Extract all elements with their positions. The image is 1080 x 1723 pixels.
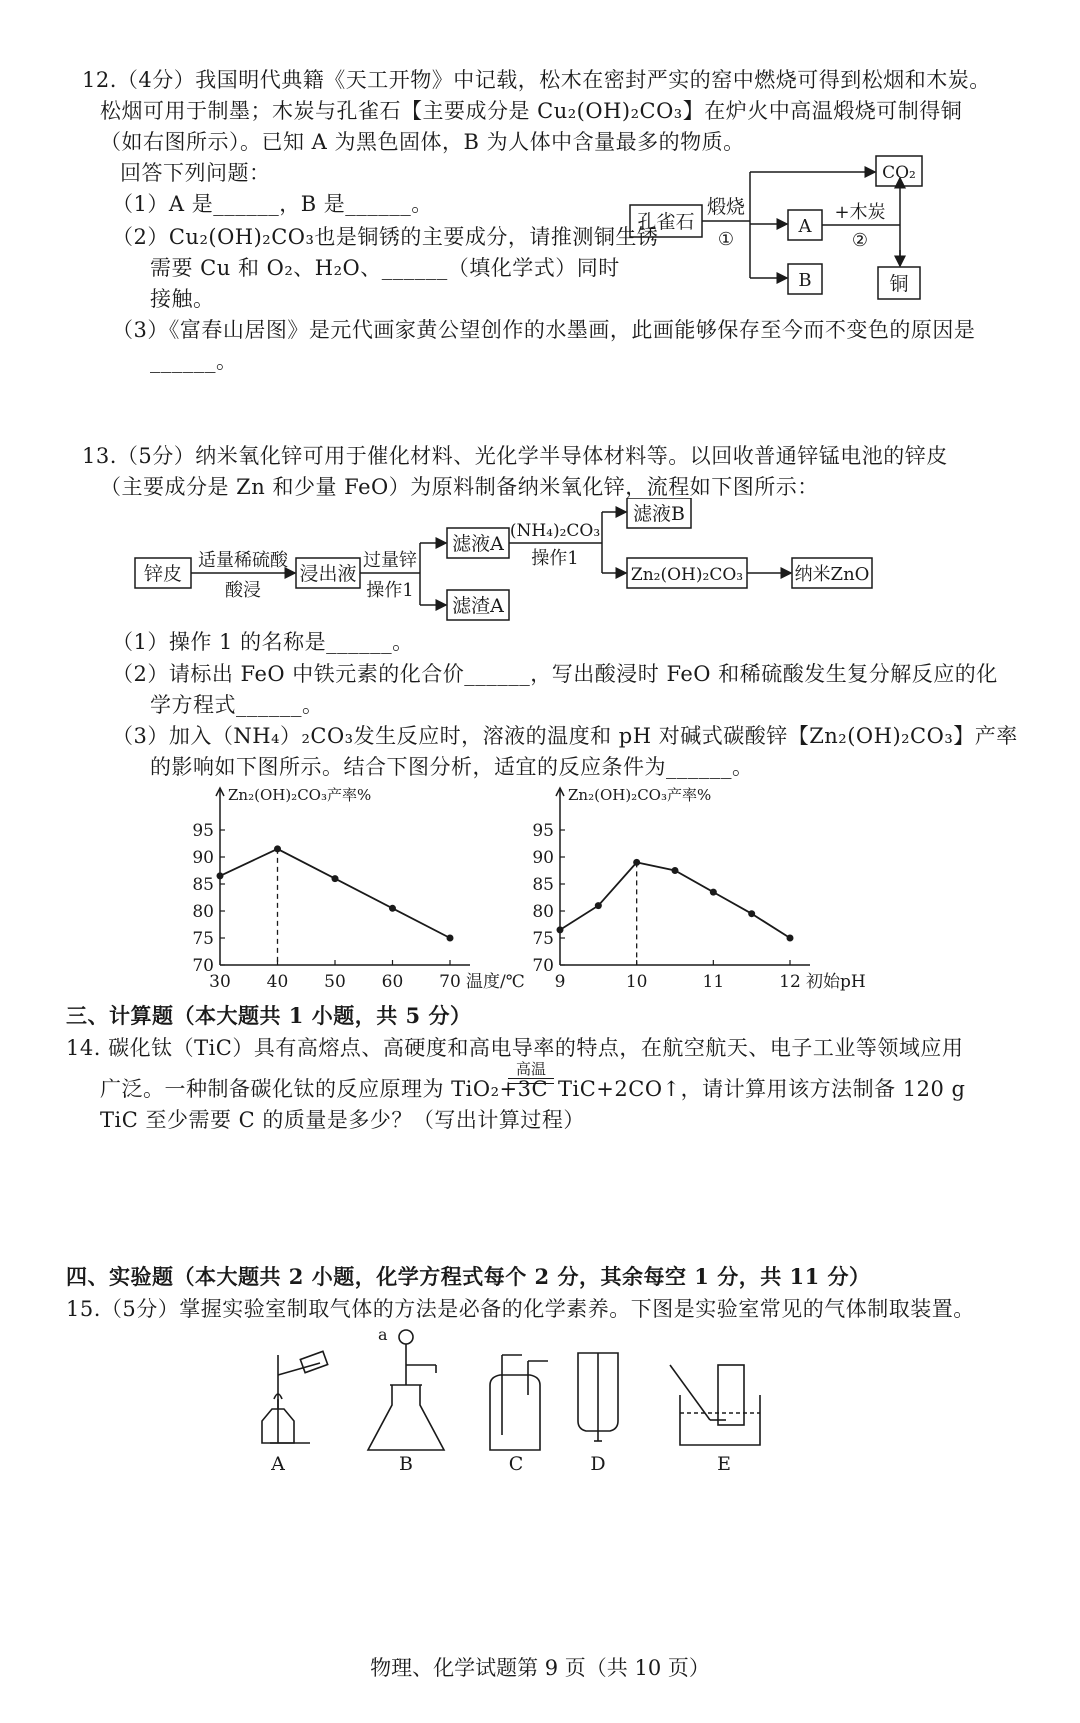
x-tick-label: 11 xyxy=(702,972,725,992)
q13-sub3a: （3）加入（NH₄）₂CO₃发生反应时，溶液的温度和 pH 对碱式碳酸锌【Zn₂(OH)₂CO₃】产率 xyxy=(112,724,1018,748)
y-tick-label: 90 xyxy=(192,848,214,868)
y-tick-label: 75 xyxy=(532,929,554,949)
data-point xyxy=(710,889,717,896)
ammonium-carbonate-label: (NH₄)₂CO₃ xyxy=(509,521,601,541)
q13-sub2b: 学方程式______。 xyxy=(150,693,324,717)
x-tick-label: 50 xyxy=(324,972,346,992)
q12-sub2c: 接触。 xyxy=(150,287,215,311)
y-tick-label: 95 xyxy=(532,821,554,841)
operation1-label: 操作1 xyxy=(366,580,414,601)
q14-line2b: TiC+2CO↑，请计算用该方法制备 120 g xyxy=(558,1077,966,1101)
x-tick-label: 12 xyxy=(779,972,801,992)
temperature-yield-chart xyxy=(190,780,530,1005)
data-point xyxy=(389,905,396,912)
x-tick-label: 10 xyxy=(625,972,648,992)
apparatus-a-drawing xyxy=(262,1351,328,1443)
page-footer: 物理、化学试题第 9 页（共 10 页） xyxy=(370,1656,710,1680)
copper-process-diagram xyxy=(620,150,960,310)
leachate-label: 浸出液 xyxy=(299,563,357,585)
port-a-label: a xyxy=(378,1325,388,1344)
x-axis-label: 初始pH xyxy=(806,972,866,992)
apparatus-d-drawing xyxy=(578,1353,618,1441)
series-line xyxy=(220,849,450,938)
zinc-skin-label: 锌皮 xyxy=(143,563,183,585)
data-point xyxy=(332,875,339,882)
q12-sub3b: ______。 xyxy=(150,349,238,373)
q12-line3: （如右图所示）。已知 A 为黑色固体，B 为人体中含量最多的物质。 xyxy=(100,130,745,154)
y-tick-label: 95 xyxy=(192,821,214,841)
data-point xyxy=(672,867,679,874)
y-tick-label: 90 xyxy=(532,848,554,868)
data-point xyxy=(447,935,454,942)
apparatus-label-c: C xyxy=(508,1453,524,1475)
excess-zinc-label: 过量锌 xyxy=(363,550,417,571)
data-point xyxy=(633,859,640,866)
q12-sub3a: （3）《富春山居图》是元代画家黄公望创作的水墨画，此画能够保存至今而不变色的原因是 xyxy=(112,318,976,342)
nano-zno-label: 纳米ZnO xyxy=(794,564,870,585)
section4-heading: 四、实验题（本大题共 2 小题，化学方程式每个 2 分，其余每空 1 分，共 11 分） xyxy=(66,1264,871,1289)
q12-sub1: （1）A 是______，B 是______。 xyxy=(112,192,433,216)
reaction-condition-underline xyxy=(508,1083,554,1084)
apparatus-c-drawing xyxy=(490,1355,548,1450)
q12-sub2a: （2）Cu₂(OH)₂CO₃也是铜锈的主要成分，请推测铜生锈 xyxy=(112,225,659,249)
calcine-label: 煅烧 xyxy=(706,196,746,218)
q12-line1: 12.（4分）我国明代典籍《天工开物》中记载，松木在密封严实的窑中燃烧可得到松烟和木炭。 xyxy=(82,68,991,92)
a-label: A xyxy=(798,216,812,237)
apparatus-e-drawing xyxy=(670,1365,760,1445)
step2-number: ② xyxy=(851,230,869,251)
data-point xyxy=(217,872,224,879)
x-tick-label: 9 xyxy=(554,972,566,992)
x-tick-label: 30 xyxy=(209,972,231,992)
b-label: B xyxy=(798,270,812,291)
q15-line1: 15.（5分）掌握实验室制取气体的方法是必备的化学素养。下图是实验室常见的气体制取装置。 xyxy=(66,1297,975,1321)
q12-sub2b: 需要 Cu 和 O₂、H₂O、______（填化学式）同时 xyxy=(150,256,620,280)
step1-number: ① xyxy=(717,229,735,250)
x-tick-label: 70 xyxy=(439,972,461,992)
y-tick-label: 80 xyxy=(532,902,554,922)
y-tick-label: 85 xyxy=(192,875,214,895)
section3-heading: 三、计算题（本大题共 1 小题，共 5 分） xyxy=(66,1003,472,1028)
q13-sub3b: 的影响如下图所示。结合下图分析，适宜的反应条件为______。 xyxy=(150,755,754,779)
malachite-label: 孔雀石 xyxy=(637,211,695,233)
q13-line1: 13.（5分）纳米氧化锌可用于催化材料、光化学半导体材料等。以回收普通锌锰电池的锌皮 xyxy=(82,444,948,468)
data-point xyxy=(274,845,281,852)
zinc-carbonate-label: Zn₂(OH)₂CO₃ xyxy=(630,565,744,585)
q14-line2a: 广泛。一种制备碳化钛的反应原理为 TiO₂+3C xyxy=(100,1077,549,1101)
y-tick-label: 75 xyxy=(192,929,214,949)
residue-a-label: 滤渣A xyxy=(452,595,504,617)
apparatus-b-drawing xyxy=(368,1325,444,1450)
y-axis-label: Zn₂(OH)₂CO₃产率% xyxy=(568,786,712,804)
acid-leach-label: 酸浸 xyxy=(225,580,261,601)
y-axis-label: Zn₂(OH)₂CO₃产率% xyxy=(228,786,372,804)
q13-sub1: （1）操作 1 的名称是______。 xyxy=(112,630,414,654)
x-axis-label: 温度/℃ xyxy=(466,972,525,992)
q14-line3: TiC 至少需要 C 的质量是多少？（写出计算过程） xyxy=(100,1108,585,1132)
apparatus-label-b: B xyxy=(399,1453,413,1475)
y-tick-label: 70 xyxy=(192,956,214,976)
reaction-condition-label: 高温 xyxy=(515,1060,546,1078)
q12-prompt: 回答下列问题： xyxy=(120,161,271,185)
zinc-oxide-flowchart xyxy=(130,498,950,628)
q13-sub2a: （2）请标出 FeO 中铁元素的化合价______，写出酸浸时 FeO 和稀硫酸发生复分解反应的化 xyxy=(112,662,998,686)
x-tick-label: 40 xyxy=(266,972,289,992)
apparatus-label-e: E xyxy=(717,1453,731,1475)
filtrate-a-label: 滤液A xyxy=(452,533,504,555)
x-tick-label: 60 xyxy=(381,972,404,992)
gas-apparatus-figure xyxy=(240,1325,800,1475)
data-point xyxy=(595,902,602,909)
charcoal-label: +木炭 xyxy=(834,202,886,223)
filtrate-b-label: 滤液B xyxy=(633,503,685,525)
apparatus-label-a: A xyxy=(271,1453,285,1475)
copper-label: 铜 xyxy=(889,273,909,295)
data-point xyxy=(787,935,794,942)
reaction-condition xyxy=(508,1060,554,1079)
co2-label: CO₂ xyxy=(882,163,916,183)
ph-yield-chart xyxy=(530,780,870,1005)
acid-reagent-label: 适量稀硫酸 xyxy=(198,550,288,571)
data-point xyxy=(557,926,564,933)
data-point xyxy=(748,910,755,917)
y-tick-label: 70 xyxy=(532,956,554,976)
apparatus-label-d: D xyxy=(590,1453,606,1475)
operation1-second-label: 操作1 xyxy=(531,548,579,569)
y-tick-label: 85 xyxy=(532,875,554,895)
y-tick-label: 80 xyxy=(192,902,214,922)
q14-line1: 14. 碳化钛（TiC）具有高熔点、高硬度和高电导率的特点，在航空航天、电子工业等领域应用 xyxy=(66,1036,964,1060)
q12-line2: 松烟可用于制墨；木炭与孔雀石【主要成分是 Cu₂(OH)₂CO₃】在炉火中高温煅烧可制得铜 xyxy=(100,99,963,123)
q13-line2: （主要成分是 Zn 和少量 FeO）为原料制备纳米氧化锌，流程如下图所示： xyxy=(100,475,819,499)
